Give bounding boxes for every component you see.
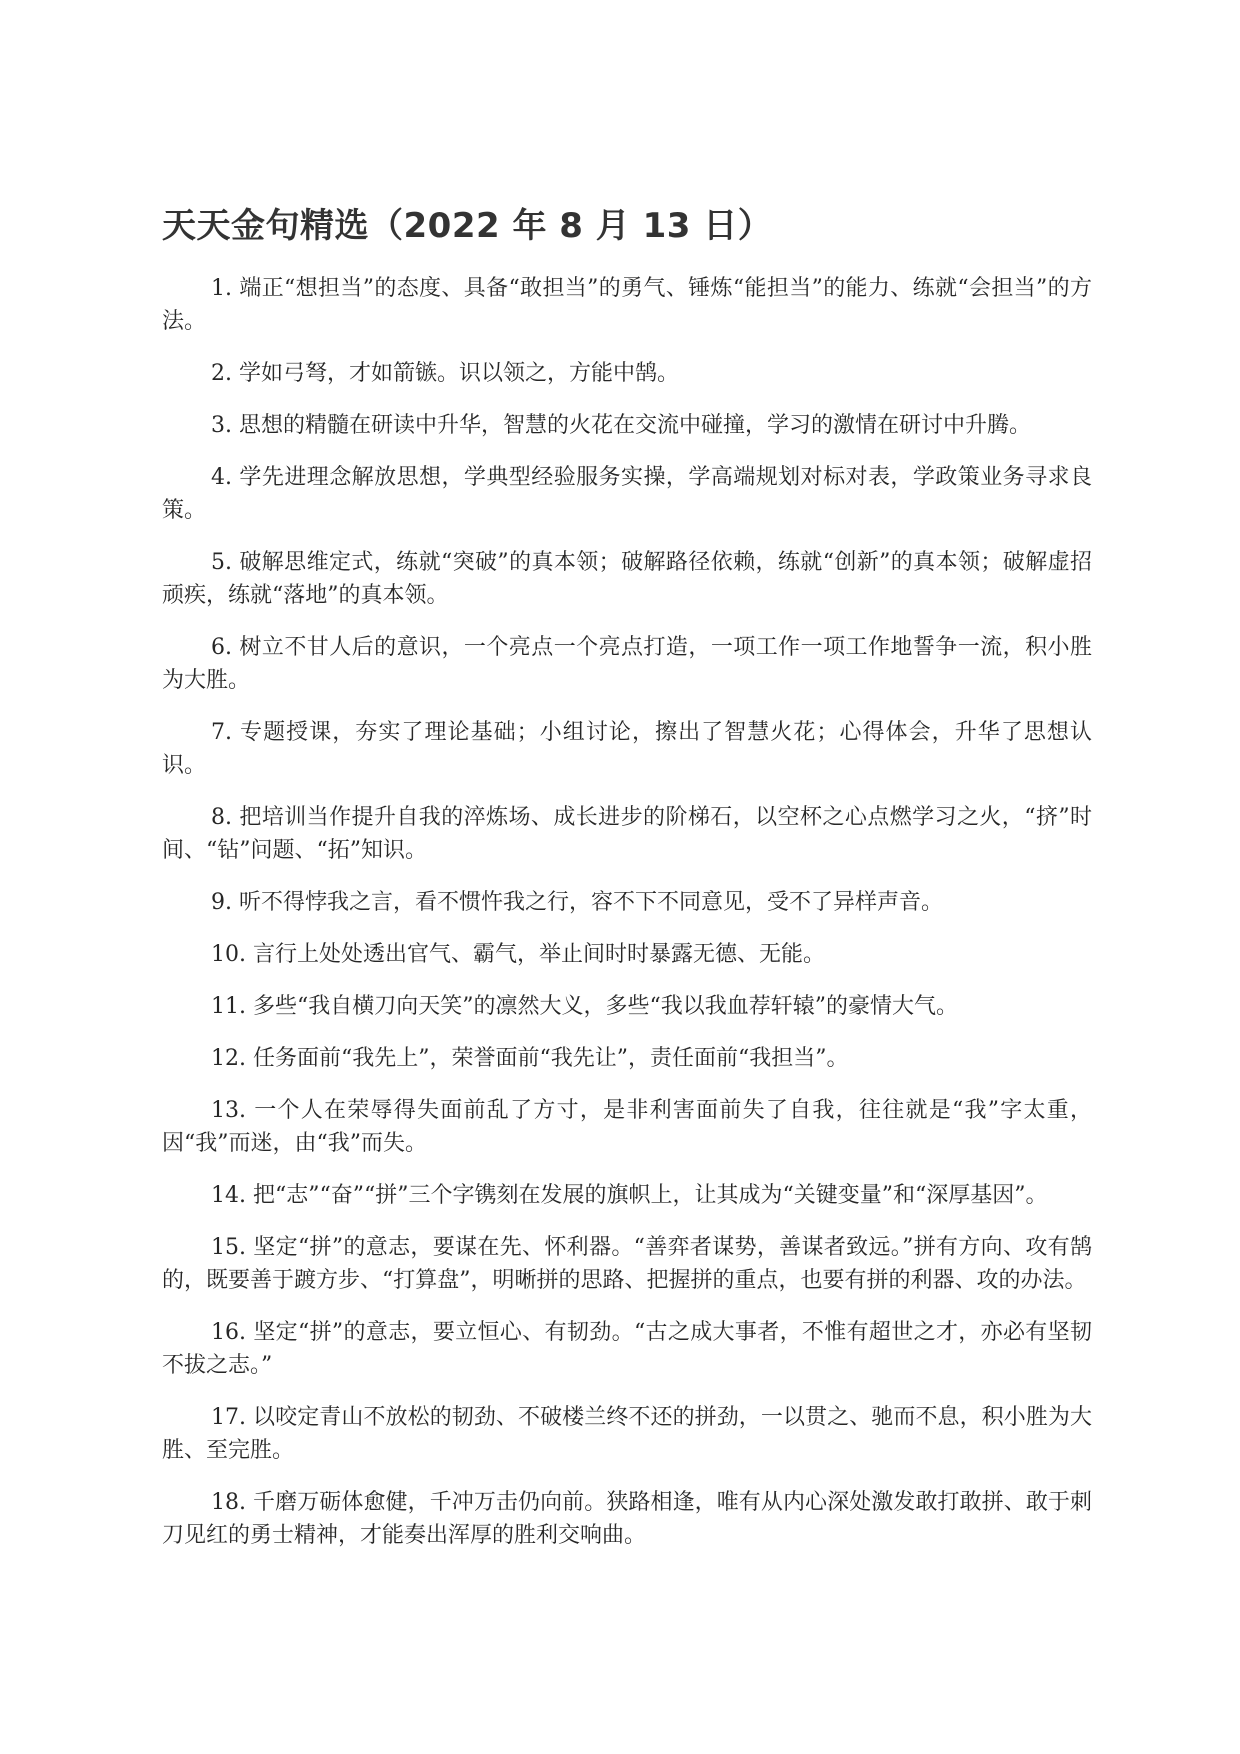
quote-item-2: 2. 学如弓弩，才如箭镞。识以领之，方能中鹄。	[211, 361, 679, 386]
quote-item-8: 8. 把培训当作提升自我的淬炼场、成长进步的阶梯石，以空杯之心点燃学习之火，“挤”时间、“钻”问题、“拓”知识。	[162, 805, 1092, 863]
quote-item-1: 1. 端正“想担当”的态度、具备“敢担当”的勇气、锤炼“能担当”的能力、练就“会担当”的方法。	[162, 276, 1092, 334]
quote-list	[162, 272, 1092, 1552]
quote-item-17: 17. 以咬定青山不放松的韧劲、不破楼兰终不还的拼劲，一以贯之、驰而不息，积小胜为大胜、至完胜。	[162, 1405, 1092, 1463]
quote-item-15: 15. 坚定“拼”的意志，要谋在先、怀利器。“善弈者谋势，善谋者致远。”拼有方向、攻有鹄的，既要善于踱方步、“打算盘”，明晰拼的思路、把握拼的重点，也要有拼的利器、攻的办法。	[162, 1235, 1092, 1293]
quote-item-11: 11. 多些“我自横刀向天笑”的凛然大义，多些“我以我血荐轩辕”的豪情大气。	[211, 994, 958, 1019]
quote-item-13: 13. 一个人在荣辱得失面前乱了方寸，是非利害面前失了自我，往往就是“我”字太重，因“我”而迷，由“我”而失。	[162, 1098, 1092, 1156]
quote-item-5: 5. 破解思维定式，练就“突破”的真本领；破解路径依赖，练就“创新”的真本领；破解虚招顽疾，练就“落地”的真本领。	[162, 550, 1092, 608]
quote-item-4: 4. 学先进理念解放思想，学典型经验服务实操，学高端规划对标对表，学政策业务寻求良策。	[162, 465, 1092, 523]
quote-item-14: 14. 把“志”“奋”“拼”三个字镌刻在发展的旗帜上，让其成为“关键变量”和“深厚基因”。	[211, 1183, 1048, 1208]
quote-item-7: 7. 专题授课，夯实了理论基础；小组讨论，擦出了智慧火花；心得体会，升华了思想认识。	[162, 720, 1092, 778]
quote-item-12: 12. 任务面前“我先上”，荣誉面前“我先让”，责任面前“我担当”。	[211, 1046, 849, 1071]
page-title: 天天金句精选（2022 年 8 月 13 日）	[162, 206, 773, 246]
document-page	[162, 200, 1092, 1571]
quote-item-3: 3. 思想的精髓在研读中升华，智慧的火花在交流中碰撞，学习的激情在研讨中升腾。	[211, 413, 1031, 438]
quote-item-9: 9. 听不得悖我之言，看不惯忤我之行，容不下不同意见，受不了异样声音。	[211, 890, 943, 915]
quote-item-16: 16. 坚定“拼”的意志，要立恒心、有韧劲。“古之成大事者，不惟有超世之才，亦必有坚韧不拔之志。”	[162, 1320, 1092, 1378]
quote-item-6: 6. 树立不甘人后的意识，一个亮点一个亮点打造，一项工作一项工作地誓争一流，积小胜为大胜。	[162, 635, 1092, 693]
quote-item-10: 10. 言行上处处透出官气、霸气，举止间时时暴露无德、无能。	[211, 942, 825, 967]
quote-item-18: 18. 千磨万砺体愈健，千冲万击仍向前。狭路相逢，唯有从内心深处激发敢打敢拼、敢于刺刀见红的勇士精神，才能奏出浑厚的胜利交响曲。	[162, 1490, 1092, 1548]
